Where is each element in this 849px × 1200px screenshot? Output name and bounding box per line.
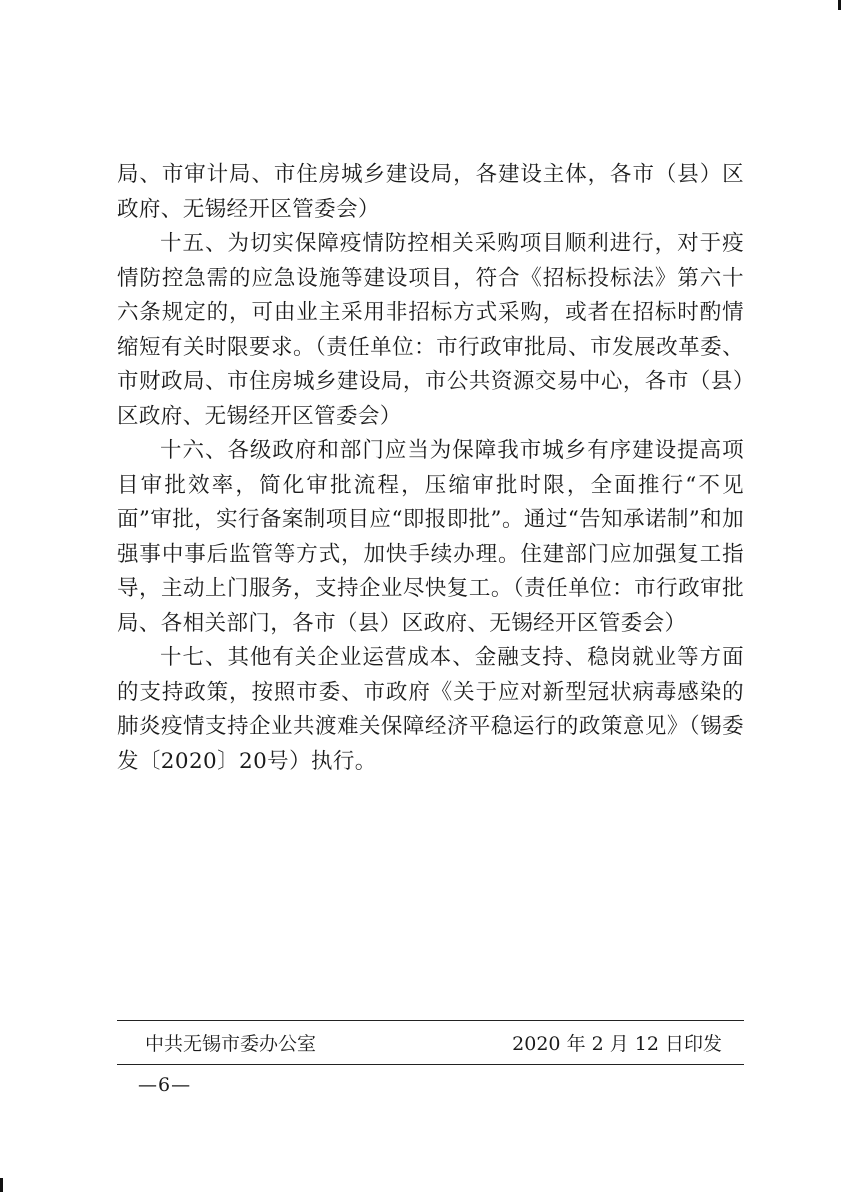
paragraph-item-17: 十七、其他有关企业运营成本、金融支持、稳岗就业等方面的支持政策，按照市委、市政府《关于应对新型冠状病毒感染的肺炎疫情支持企业共渡难关保障经济平稳运行的政策意见》（锡委发〔2020〕20号）执行。 [117, 645, 744, 774]
issuer-name: 中共无锡市委办公室 [145, 1033, 317, 1055]
paragraph-item-15: 十五、为切实保障疫情防控相关采购项目顺利进行，对于疫情防控急需的应急设施等建设项目，符合《招标投标法》第六十六条规定的，可由业主采用非招标方式采购，或者在招标时酌情缩短有关时限要求。（责任单位：市行政审批局、市发展改革委、市财政局、市住房城乡建设局，市公共资源交易中心，各市（县）区政府、无锡经开区管委会） [117, 231, 744, 429]
document-body [117, 158, 744, 779]
scan-edge-mark [838, 0, 841, 10]
footer-bottom-rule [117, 1064, 744, 1065]
page-number: —6— [138, 1074, 192, 1096]
paragraph-item-16: 十六、各级政府和部门应当为保障我市城乡有序建设提高项目审批效率，简化审批流程，压缩审批时限，全面推行“不见面”审批，实行备案制项目应“即报即批”。通过“告知承诺制”和加强事中事后监管等方式，加快手续办理。住建部门应加强复工指导，主动上门服务，支持企业尽快复工。（责任单位：市行政审批局、各相关部门，各市（县）区政府、无锡经开区管委会） [117, 438, 744, 636]
paragraph-continuation: 局、市审计局、市住房城乡建设局，各建设主体，各市（县）区政府、无锡经开区管委会） [117, 162, 744, 222]
print-date: 2020 年 2 月 12 日印发 [512, 1033, 722, 1055]
print-footer [145, 1029, 722, 1059]
footer-top-rule [117, 1020, 744, 1021]
scan-edge-mark [0, 1178, 3, 1192]
